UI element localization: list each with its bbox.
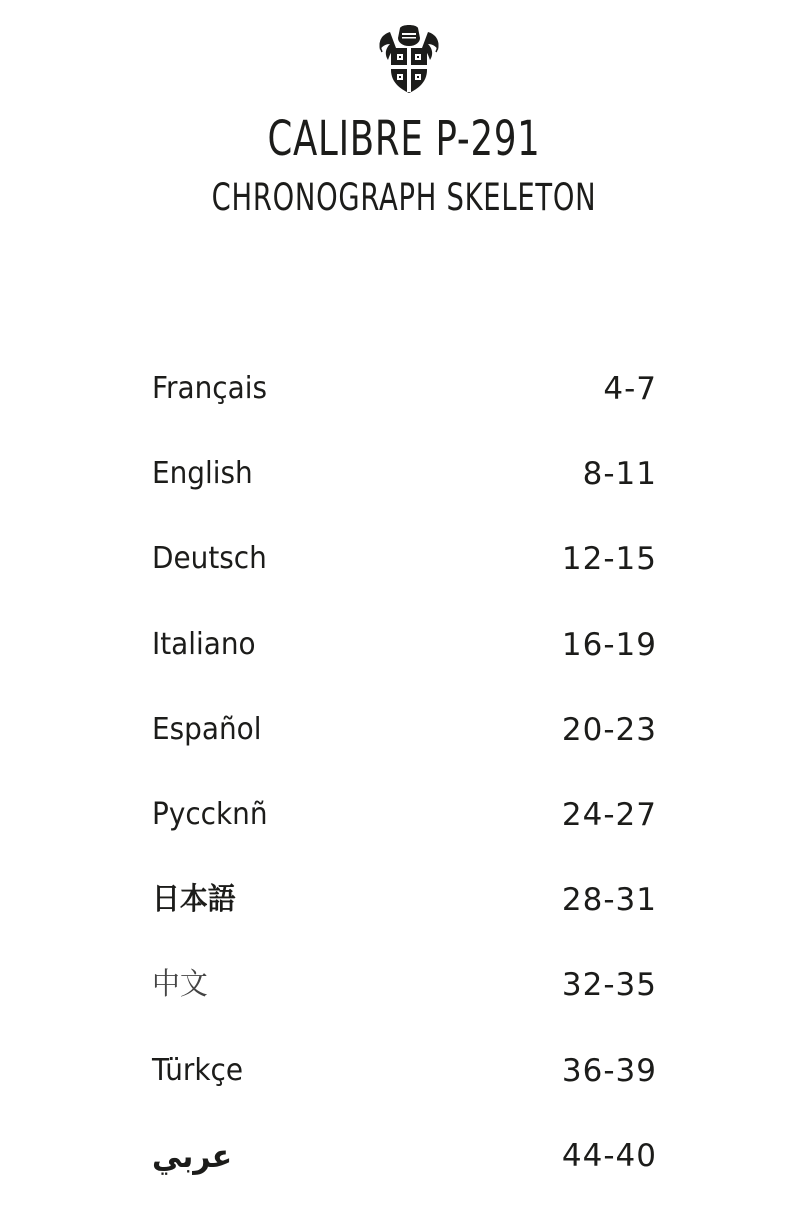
page-subtitle: CHRONOGRAPH SKELETON bbox=[211, 176, 597, 219]
toc-page-range: 8-11 bbox=[582, 456, 657, 493]
toc-row-espanol bbox=[152, 706, 657, 791]
toc-row-turkce bbox=[152, 1047, 657, 1132]
toc-row-chinese bbox=[152, 961, 657, 1046]
toc-page-range: 4-7 bbox=[603, 371, 657, 407]
toc-page-range: 12-15 bbox=[561, 541, 657, 578]
toc-row-russian bbox=[152, 791, 657, 876]
toc-page-range: 24-27 bbox=[561, 796, 657, 833]
toc-page-range: 36-39 bbox=[561, 1052, 657, 1089]
toc-language-label: 日本語 bbox=[152, 882, 236, 918]
toc-page-range: 28-31 bbox=[561, 882, 657, 919]
toc-page-range: 20-23 bbox=[561, 711, 657, 748]
toc-language-label: عربي bbox=[152, 1136, 233, 1175]
toc-row-english bbox=[152, 450, 657, 535]
toc-language-label: 中文 bbox=[152, 967, 208, 1003]
toc-page-range: 16-19 bbox=[561, 626, 657, 663]
toc-row-francais bbox=[152, 365, 657, 450]
table-of-contents bbox=[152, 365, 657, 1217]
toc-language-label: Deutsch bbox=[152, 541, 267, 577]
toc-page-range: 32-35 bbox=[561, 967, 657, 1004]
toc-language-label: Français bbox=[152, 371, 268, 406]
page-title: CALIBRE P-291 bbox=[267, 111, 541, 167]
crest-logo-icon bbox=[376, 24, 442, 94]
toc-language-label: English bbox=[152, 456, 253, 492]
toc-row-japanese bbox=[152, 876, 657, 961]
toc-row-deutsch bbox=[152, 535, 657, 620]
toc-language-label: Türkçe bbox=[152, 1052, 244, 1088]
toc-page-range: 44-40 bbox=[561, 1137, 657, 1174]
toc-language-label: Español bbox=[152, 711, 262, 747]
toc-row-italiano bbox=[152, 621, 657, 706]
toc-row-arabic bbox=[152, 1132, 657, 1217]
toc-language-label: Italiano bbox=[152, 626, 256, 662]
toc-language-label: Pyccknñ bbox=[152, 796, 268, 832]
